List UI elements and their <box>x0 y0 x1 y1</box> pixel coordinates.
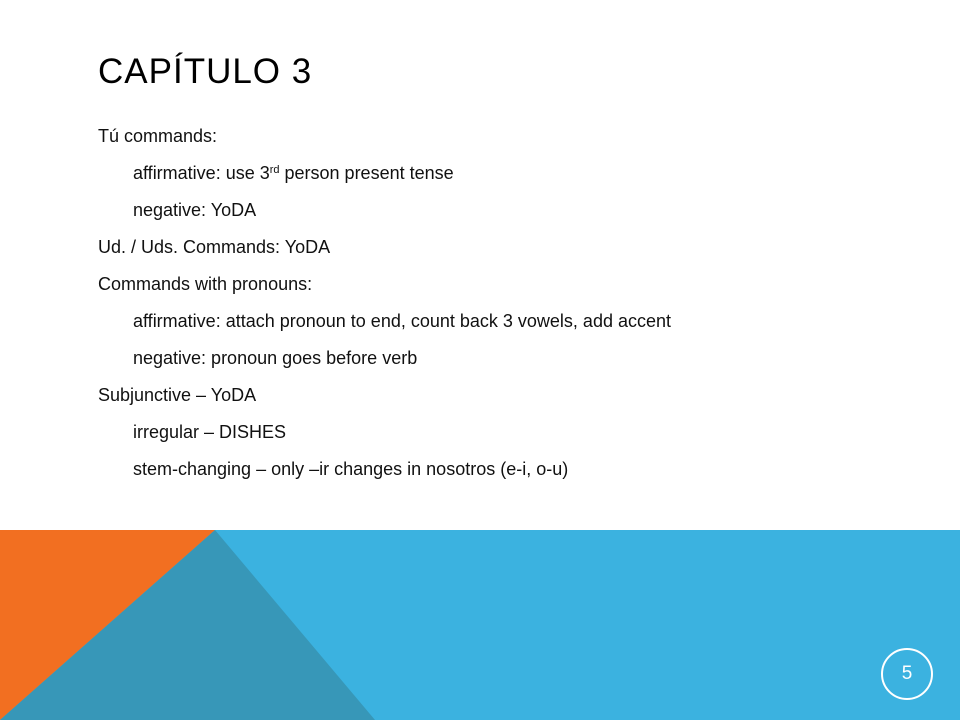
ordinal-superscript: rd <box>269 164 280 176</box>
bullet-text: Ud. / Uds. Commands: YoDA <box>98 237 331 257</box>
bullet-text: negative: pronoun goes before verb <box>133 348 418 368</box>
bullet-text: affirmative: use 3 <box>133 163 270 183</box>
bullet-text: stem-changing – only –ir changes in nosotros (e-i, o-u) <box>133 459 569 479</box>
decorative-footer-band <box>0 530 960 720</box>
bullet-text: person present tense <box>279 163 454 183</box>
bullet-text: Tú commands: <box>98 126 218 146</box>
list-item <box>98 420 918 457</box>
bullet-text: irregular – DISHES <box>133 422 287 442</box>
page-number-badge <box>881 648 933 700</box>
list-item <box>98 272 918 309</box>
list-item <box>98 309 918 346</box>
list-item <box>98 346 918 383</box>
page-number: 5 <box>901 663 913 684</box>
list-item <box>98 198 918 235</box>
bullet-text: affirmative: attach pronoun to end, count back 3 vowels, add accent <box>133 311 671 331</box>
bullet-text: Subjunctive – YoDA <box>98 385 257 405</box>
bullet-text: Commands with pronouns: <box>98 274 313 294</box>
list-item <box>98 235 918 272</box>
list-item <box>98 124 918 161</box>
list-item <box>98 457 918 494</box>
list-item <box>98 161 918 198</box>
list-item <box>98 383 918 420</box>
slide-title: CAPÍTULO 3 <box>98 52 313 91</box>
footer-shapes <box>0 530 960 720</box>
slide-body <box>98 124 918 494</box>
bullet-text: negative: YoDA <box>133 200 257 220</box>
